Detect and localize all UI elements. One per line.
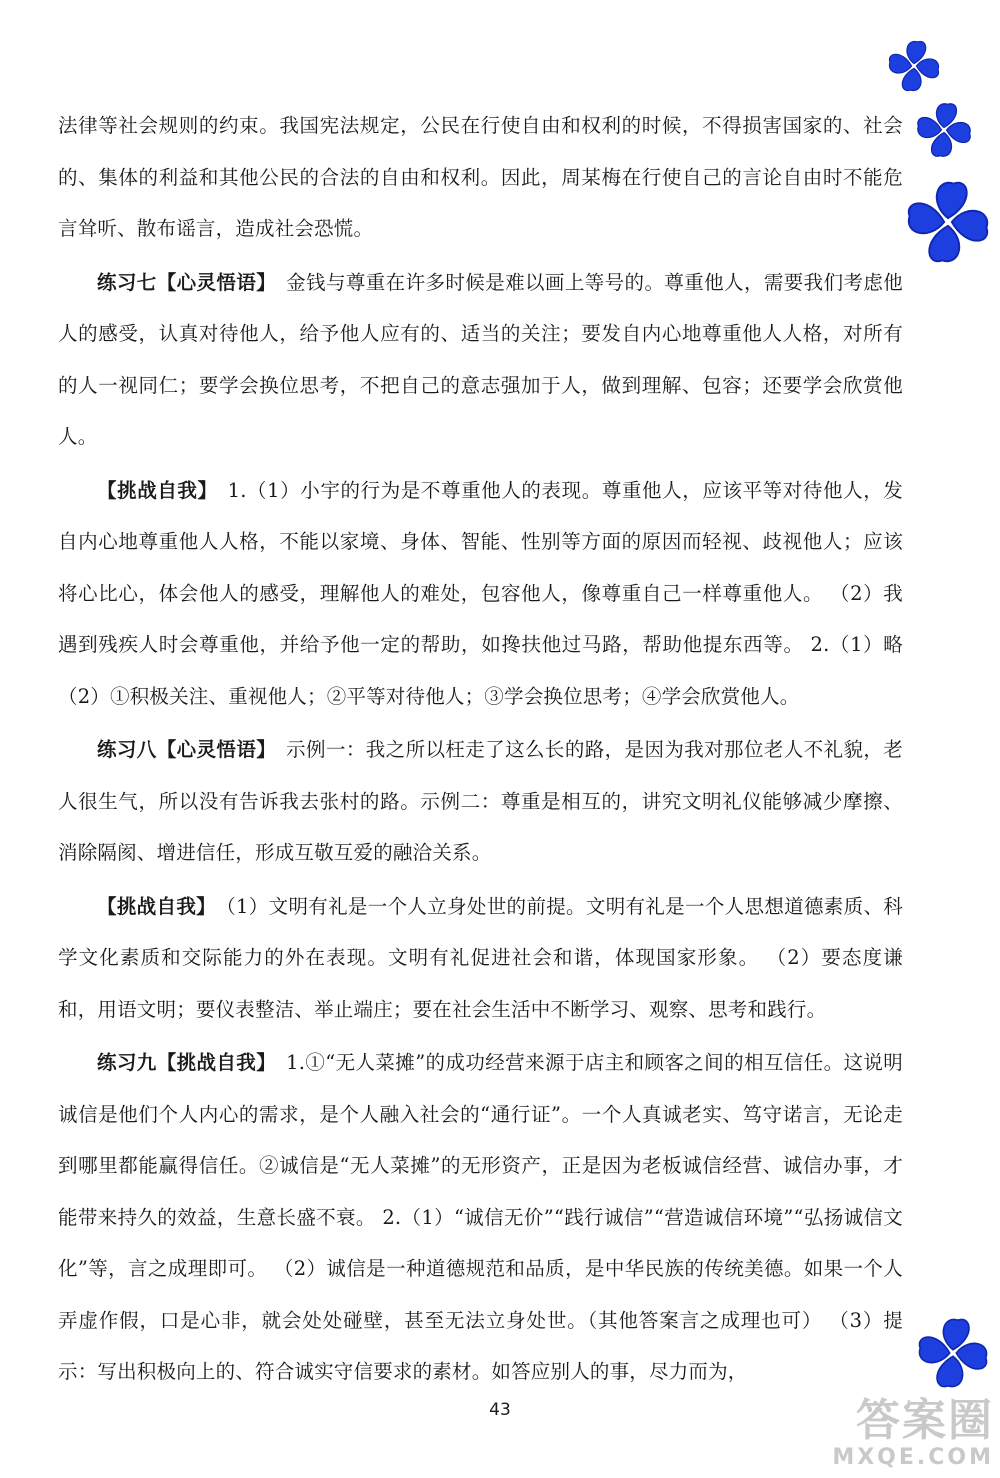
watermark: [832, 1397, 994, 1470]
paragraph-6: [58, 1037, 903, 1398]
paragraph-3: [58, 465, 903, 723]
paragraph-2-text: 金钱与尊重在许多时候是难以画上等号的。尊重他人，需要我们考虑他人的感受，认真对待他人，给予他人应有的、适当的关注；要发自内心地尊重他人人格，对所有的人一视同仁；要学会换位思考，不把自己的意志强加于人，做到理解、包容；还要学会欣赏他人。: [58, 270, 903, 448]
paragraph-3-label: 【挑战自我】: [97, 478, 218, 502]
page-number: 43: [489, 1400, 511, 1420]
watermark-url: MXQE.COM: [832, 1445, 994, 1470]
paragraph-1: [58, 100, 903, 255]
paragraph-6-text: 1.①“无人菜摊”的成功经营来源于店主和顾客之间的相互信任。这说明诚信是他们个人内心的需求，是个人融入社会的“通行证”。一个人真诚老实、笃守诺言，无论走到哪里都能赢得信任。②诚信是“无人菜摊”的无形资产，正是因为老板诚信经营、诚信办事，才能带来持久的效益，生意长盛不衰。 2.（1）“诚信无价”“践行诚信”“营造诚信环境”“弘扬诚信文化”等，言之成理即可。 （2）诚信是一种道德规范和品质，是中华民族的传统美德。如果一个人弄虚作假，口是心非，就会处处碰壁，甚至无法立身处世。（其他答案言之成理也可） （3）提示：写出积极向上的、符合诚实守信要求的素材。如答应别人的事，尽力而为，: [58, 1051, 903, 1383]
paragraph-4-label: 练习八【心灵悟语】: [97, 738, 277, 761]
paragraph-6-label: 练习九【挑战自我】: [97, 1051, 277, 1074]
paragraph-5-label: 【挑战自我】: [97, 894, 216, 918]
paragraph-5: [58, 881, 903, 1036]
watermark-logo-text: 答案圈: [856, 1395, 994, 1446]
paragraph-2: [58, 257, 903, 463]
paragraph-4: [58, 724, 903, 879]
answer-text-block: [58, 100, 903, 1400]
paragraph-1-text: 法律等社会规则的约束。我国宪法规定，公民在行使自由和权利的时候，不得损害国家的、社会的、集体的利益和其他公民的合法的自由和权利。因此，周某梅在行使自己的言论自由时不能危言耸听、散布谣言，造成社会恐慌。: [58, 114, 903, 240]
clover-icon: [900, 174, 996, 270]
paragraph-2-label: 练习七【心灵悟语】: [97, 270, 277, 294]
clover-icon: [884, 36, 944, 96]
paragraph-5-text: （1）文明有礼是一个人立身处世的前提。文明有礼是一个人思想道德素质、科学文化素质和交际能力的外在表现。文明有礼促进社会和谐，体现国家形象。 （2）要态度谦和，用语文明；要仪表整洁、举止端庄；要在社会生活中不断学习、观察、思考和践行。: [58, 894, 903, 1021]
paragraph-3-text: 1.（1）小宇的行为是不尊重他人的表现。尊重他人，应该平等对待他人，发自内心地尊重他人人格，不能以家境、身体、智能、性别等方面的原因而轻视、歧视他人；应该将心比心，体会他人的感受，理解他人的难处，包容他人，像尊重自己一样尊重他人。 （2）我遇到残疾人时会尊重他，并给予他一定的帮助，如搀扶他过马路，帮助他提东西等。 2.（1）略 （2）①积极关注、重视他人；②平等对待他人；③学会换位思考；④学会欣赏他人。: [58, 478, 904, 708]
paragraph-4-text: 示例一：我之所以枉走了这么长的路，是因为我对那位老人不礼貌，老人很生气，所以没有告诉我去张村的路。示例二：尊重是相互的，讲究文明礼仪能够减少摩擦、消除隔阂、增进信任，形成互敬互爱的融洽关系。: [58, 738, 903, 864]
clover-icon: [912, 98, 976, 162]
clover-icon: [912, 1312, 994, 1394]
